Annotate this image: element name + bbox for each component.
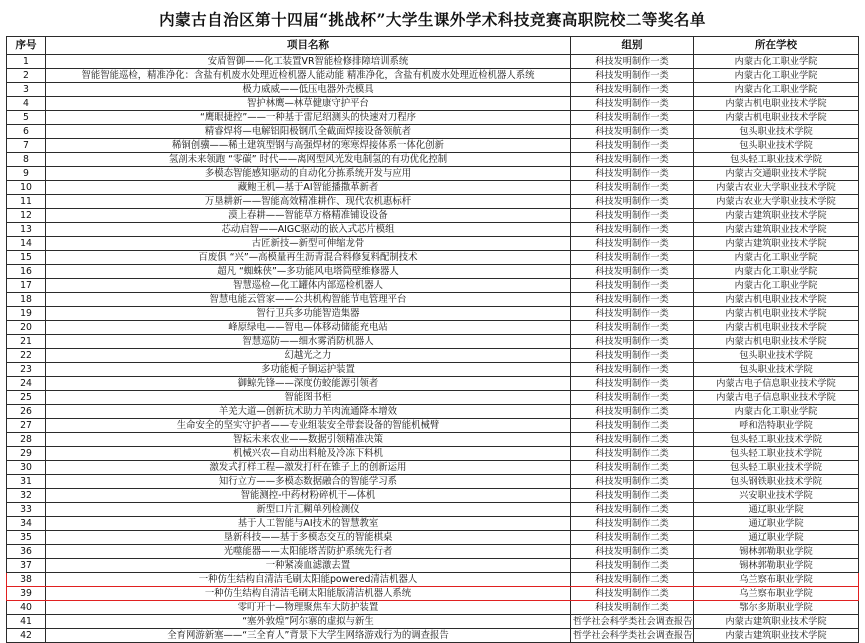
table-row (7, 153, 859, 167)
table-row (7, 531, 859, 545)
table-row (7, 69, 859, 83)
row-number: 25 (7, 391, 46, 405)
table-row (7, 601, 859, 615)
row-group: 科技发明制作一类 (571, 265, 694, 279)
row-school: 内蒙古建筑职业技术学院 (694, 629, 859, 643)
row-group: 科技发明制作二类 (571, 531, 694, 545)
row-school: 内蒙古农业大学职业技术学院 (694, 181, 859, 195)
row-number: 28 (7, 433, 46, 447)
row-project-name: 智行卫兵多功能智造集器 (46, 307, 571, 321)
row-group: 科技发明制作一类 (571, 391, 694, 405)
row-school: 鄂尔多斯职业学院 (694, 601, 859, 615)
table-row (7, 167, 859, 181)
table-body (7, 55, 859, 643)
row-group: 科技发明制作一类 (571, 223, 694, 237)
row-project-name: 藏鲍王机—基于AI智能播撒革新者 (46, 181, 571, 195)
row-number: 34 (7, 517, 46, 531)
table-row (7, 335, 859, 349)
table-header-row (7, 37, 859, 55)
row-number: 19 (7, 307, 46, 321)
row-project-name: 一种紧凑血滤激去置 (46, 559, 571, 573)
row-group: 科技发明制作二类 (571, 475, 694, 489)
row-number: 1 (7, 55, 46, 69)
row-project-name: 超凡 “蜘蛛侠”—多功能风电塔筒壁维修器人 (46, 265, 571, 279)
table-row (7, 573, 859, 587)
row-group: 科技发明制作二类 (571, 587, 694, 601)
table-row (7, 377, 859, 391)
row-number: 7 (7, 139, 46, 153)
row-group: 科技发明制作一类 (571, 139, 694, 153)
row-number: 31 (7, 475, 46, 489)
row-project-name: 机械兴农—自动出料舱及冷冻下料机 (46, 447, 571, 461)
row-group: 科技发明制作二类 (571, 573, 694, 587)
row-school: 包头职业技术学院 (694, 139, 859, 153)
table-row (7, 391, 859, 405)
row-project-name: 智护林鹰—林草健康守护平台 (46, 97, 571, 111)
table-row (7, 181, 859, 195)
row-project-name: 智慧巡防——细水雾消防机器人 (46, 335, 571, 349)
row-project-name: 新型口片汇糊单列检测仪 (46, 503, 571, 517)
row-group: 科技发明制作二类 (571, 405, 694, 419)
row-number: 4 (7, 97, 46, 111)
column-header-school: 所在学校 (694, 37, 859, 55)
row-group: 科技发明制作一类 (571, 293, 694, 307)
row-project-name: 全育网游新塞——“三全育人”背景下大学生网络游戏行为的调查报告 (46, 629, 571, 643)
row-number: 37 (7, 559, 46, 573)
award-list-table (6, 36, 859, 643)
row-group: 科技发明制作一类 (571, 209, 694, 223)
row-number: 12 (7, 209, 46, 223)
row-project-name: “塞外敦煌”阿尔寨的虚拟与新生 (46, 615, 571, 629)
row-group: 科技发明制作二类 (571, 503, 694, 517)
row-number: 38 (7, 573, 46, 587)
table-row (7, 237, 859, 251)
row-project-name: 百废俱 “兴”—高模量再生沥青混合料修复料配制技术 (46, 251, 571, 265)
row-project-name: 激发式打样工程—激发打杆在锥子上的创新运用 (46, 461, 571, 475)
table-row (7, 447, 859, 461)
row-school: 内蒙古机电职业技术学院 (694, 293, 859, 307)
row-project-name: 精睿焊将—电解铝阳极钢爪全截面焊接设备领航者 (46, 125, 571, 139)
table-row (7, 475, 859, 489)
row-school: 包头钢铁职业技术学院 (694, 475, 859, 489)
row-project-name: 零叮开十—物理聚焦车大防护装置 (46, 601, 571, 615)
row-school: 包头轻工职业技术学院 (694, 461, 859, 475)
table-row (7, 433, 859, 447)
row-number: 26 (7, 405, 46, 419)
row-number: 42 (7, 629, 46, 643)
row-number: 23 (7, 363, 46, 377)
table-row (7, 405, 859, 419)
row-school: 包头轻工职业技术学院 (694, 153, 859, 167)
row-group: 科技发明制作一类 (571, 55, 694, 69)
row-group: 科技发明制作一类 (571, 69, 694, 83)
row-number: 17 (7, 279, 46, 293)
table-row (7, 139, 859, 153)
row-project-name: 智能智能巡检，精准净化：含盐有机废水处理近检机器人能动能 精准净化，含盐有机废水处理近检机器人系统 (46, 69, 571, 83)
table-row (7, 517, 859, 531)
row-school: 乌兰察布职业学院 (694, 587, 859, 601)
row-number: 33 (7, 503, 46, 517)
row-school: 内蒙古电子信息职业技术学院 (694, 377, 859, 391)
row-project-name: 基于人工智能与AI技术的智慧教室 (46, 517, 571, 531)
table-row (7, 307, 859, 321)
column-header-group: 组别 (571, 37, 694, 55)
row-group: 科技发明制作一类 (571, 251, 694, 265)
row-group: 科技发明制作一类 (571, 279, 694, 293)
table-row (7, 489, 859, 503)
row-project-name: 智耘未来农业——数据引领精准决策 (46, 433, 571, 447)
row-project-name: 智慧巡检—化工罐体内部巡检机器人 (46, 279, 571, 293)
row-project-name: 万垦耕新——智能高效精准耕作、现代农机惠标杆 (46, 195, 571, 209)
table-row (7, 321, 859, 335)
table-row (7, 209, 859, 223)
row-group: 科技发明制作二类 (571, 461, 694, 475)
row-school: 锡林郭勒职业学院 (694, 545, 859, 559)
row-project-name: 稀铜创骥——稀土建筑型钢与高强焊材的寒寒焊接体系一体化创新 (46, 139, 571, 153)
row-number: 40 (7, 601, 46, 615)
row-group: 科技发明制作一类 (571, 97, 694, 111)
row-school: 内蒙古机电职业技术学院 (694, 111, 859, 125)
row-group: 科技发明制作一类 (571, 83, 694, 97)
row-project-name: 知行立方——多模态数据融合的智能学习系 (46, 475, 571, 489)
table-row (7, 419, 859, 433)
row-project-name: 智慧电能云管家——公共机构智能节电管理平台 (46, 293, 571, 307)
row-school: 包头轻工职业技术学院 (694, 447, 859, 461)
row-number: 14 (7, 237, 46, 251)
row-project-name: 幻越光之力 (46, 349, 571, 363)
table-row (7, 559, 859, 573)
table-row (7, 363, 859, 377)
row-school: 内蒙古建筑职业技术学院 (694, 223, 859, 237)
row-number: 29 (7, 447, 46, 461)
row-school: 兴安职业技术学院 (694, 489, 859, 503)
row-school: 内蒙古建筑职业技术学院 (694, 237, 859, 251)
row-number: 8 (7, 153, 46, 167)
table-row (7, 615, 859, 629)
table-row (7, 265, 859, 279)
row-school: 内蒙古建筑职业技术学院 (694, 209, 859, 223)
row-number: 9 (7, 167, 46, 181)
table-row (7, 349, 859, 363)
row-number: 11 (7, 195, 46, 209)
table-row (7, 55, 859, 69)
row-number: 30 (7, 461, 46, 475)
row-group: 科技发明制作一类 (571, 237, 694, 251)
table-row (7, 503, 859, 517)
row-group: 科技发明制作二类 (571, 447, 694, 461)
row-project-name: 智能测控-中药材粉碎机干—体机 (46, 489, 571, 503)
row-school: 通辽职业学院 (694, 517, 859, 531)
row-school: 内蒙古机电职业技术学院 (694, 307, 859, 321)
row-school: 包头职业技术学院 (694, 363, 859, 377)
row-group: 科技发明制作一类 (571, 125, 694, 139)
row-group: 科技发明制作一类 (571, 307, 694, 321)
row-school: 呼和浩特职业学院 (694, 419, 859, 433)
row-project-name: 漠上春耕——智能草方格精准铺设设备 (46, 209, 571, 223)
table-row (7, 279, 859, 293)
row-school: 内蒙古化工职业学院 (694, 83, 859, 97)
row-school: 通辽职业学院 (694, 531, 859, 545)
row-school: 内蒙古机电职业技术学院 (694, 321, 859, 335)
row-number: 36 (7, 545, 46, 559)
row-group: 哲学社会科学类社会调查报告 (571, 629, 694, 643)
table-row (7, 545, 859, 559)
row-project-name: 古匠新技—新型可伸缩龙骨 (46, 237, 571, 251)
row-group: 科技发明制作二类 (571, 601, 694, 615)
row-school: 包头职业技术学院 (694, 125, 859, 139)
row-project-name: 芯动启智——AIGC驱动的嵌入式芯片模组 (46, 223, 571, 237)
row-project-name: 智能图书柜 (46, 391, 571, 405)
row-group: 科技发明制作一类 (571, 111, 694, 125)
row-project-name: 生命安全的坚实守护者——专业组装安全带套设备的智能机械臂 (46, 419, 571, 433)
row-group: 科技发明制作二类 (571, 559, 694, 573)
row-group: 科技发明制作一类 (571, 181, 694, 195)
row-project-name: 氢剖未来领跑 “零碳” 时代——离网型风光发电制氢的有功优化控制 (46, 153, 571, 167)
table-row (7, 97, 859, 111)
row-group: 哲学社会科学类社会调查报告 (571, 615, 694, 629)
row-school: 内蒙古建筑职业技术学院 (694, 615, 859, 629)
row-project-name: 羊羌大道—创新抗术助力羊肉流通降本增效 (46, 405, 571, 419)
table-row (7, 293, 859, 307)
row-school: 内蒙古化工职业学院 (694, 405, 859, 419)
row-number: 18 (7, 293, 46, 307)
row-project-name: 峰原绿电——智电—体移动储能充电站 (46, 321, 571, 335)
row-group: 科技发明制作二类 (571, 489, 694, 503)
column-header-no: 序号 (7, 37, 46, 55)
row-project-name: 多功能栀子铜运护装置 (46, 363, 571, 377)
row-school: 内蒙古化工职业学院 (694, 265, 859, 279)
row-number: 6 (7, 125, 46, 139)
row-number: 41 (7, 615, 46, 629)
row-group: 科技发明制作一类 (571, 167, 694, 181)
table-row (7, 629, 859, 643)
row-project-name: 光噬能器——太阳能塔苦防护系统先行者 (46, 545, 571, 559)
row-number: 35 (7, 531, 46, 545)
row-group: 科技发明制作一类 (571, 377, 694, 391)
column-header-project-name: 项目名称 (46, 37, 571, 55)
row-group: 科技发明制作一类 (571, 363, 694, 377)
row-school: 内蒙古化工职业学院 (694, 279, 859, 293)
row-project-name: 御鲸先锋——深度仿蛟能源引领者 (46, 377, 571, 391)
row-school: 锡林郭勒职业学院 (694, 559, 859, 573)
row-project-name: 一种仿生结构自清洁毛刷太阳能powered清洁机器人 (46, 573, 571, 587)
row-number: 39 (7, 587, 46, 601)
row-project-name: 安盾智御——化工装置VR智能检修排障培训系统 (46, 55, 571, 69)
row-number: 27 (7, 419, 46, 433)
row-project-name: 一种仿生结构自清洁毛刷太阳能版清洁机器人系统 (46, 587, 571, 601)
row-number: 13 (7, 223, 46, 237)
row-number: 3 (7, 83, 46, 97)
row-group: 科技发明制作一类 (571, 195, 694, 209)
table-row (7, 251, 859, 265)
row-school: 通辽职业学院 (694, 503, 859, 517)
row-school: 包头职业技术学院 (694, 349, 859, 363)
row-school: 内蒙古化工职业学院 (694, 251, 859, 265)
row-school: 内蒙古机电职业技术学院 (694, 97, 859, 111)
page-title: 内蒙古自治区第十四届“挑战杯”大学生课外学术科技竞赛高职院校二等奖名单 (159, 10, 706, 29)
table-row (7, 83, 859, 97)
row-school: 乌兰察布职业学院 (694, 573, 859, 587)
row-number: 20 (7, 321, 46, 335)
row-project-name: “鹰眼捷控”——一种基于雷尼绍测头的快速对刀程序 (46, 111, 571, 125)
row-group: 科技发明制作一类 (571, 321, 694, 335)
row-school: 内蒙古农业大学职业技术学院 (694, 195, 859, 209)
row-group: 科技发明制作一类 (571, 349, 694, 363)
row-school: 内蒙古化工职业学院 (694, 55, 859, 69)
row-number: 10 (7, 181, 46, 195)
table-row (7, 111, 859, 125)
row-number: 2 (7, 69, 46, 83)
row-number: 16 (7, 265, 46, 279)
row-school: 内蒙古电子信息职业技术学院 (694, 391, 859, 405)
row-project-name: 极力威威——低压电器外壳模具 (46, 83, 571, 97)
row-number: 5 (7, 111, 46, 125)
row-number: 22 (7, 349, 46, 363)
row-school: 内蒙古交通职业技术学院 (694, 167, 859, 181)
table-row (7, 223, 859, 237)
row-group: 科技发明制作一类 (571, 153, 694, 167)
row-group: 科技发明制作二类 (571, 517, 694, 531)
row-school: 包头轻工职业技术学院 (694, 433, 859, 447)
row-group: 科技发明制作二类 (571, 545, 694, 559)
table-row (7, 587, 859, 601)
row-group: 科技发明制作一类 (571, 335, 694, 349)
row-school: 内蒙古化工职业学院 (694, 69, 859, 83)
table-row (7, 125, 859, 139)
row-number: 15 (7, 251, 46, 265)
row-group: 科技发明制作二类 (571, 433, 694, 447)
row-number: 24 (7, 377, 46, 391)
row-school: 内蒙古机电职业技术学院 (694, 335, 859, 349)
row-project-name: 垦新科技——基于多模态交互的智能棋桌 (46, 531, 571, 545)
row-group: 科技发明制作二类 (571, 419, 694, 433)
row-project-name: 多模态智能感知驱动的自动化分拣系统开发与应用 (46, 167, 571, 181)
row-number: 21 (7, 335, 46, 349)
table-row (7, 461, 859, 475)
table-row (7, 195, 859, 209)
row-number: 32 (7, 489, 46, 503)
